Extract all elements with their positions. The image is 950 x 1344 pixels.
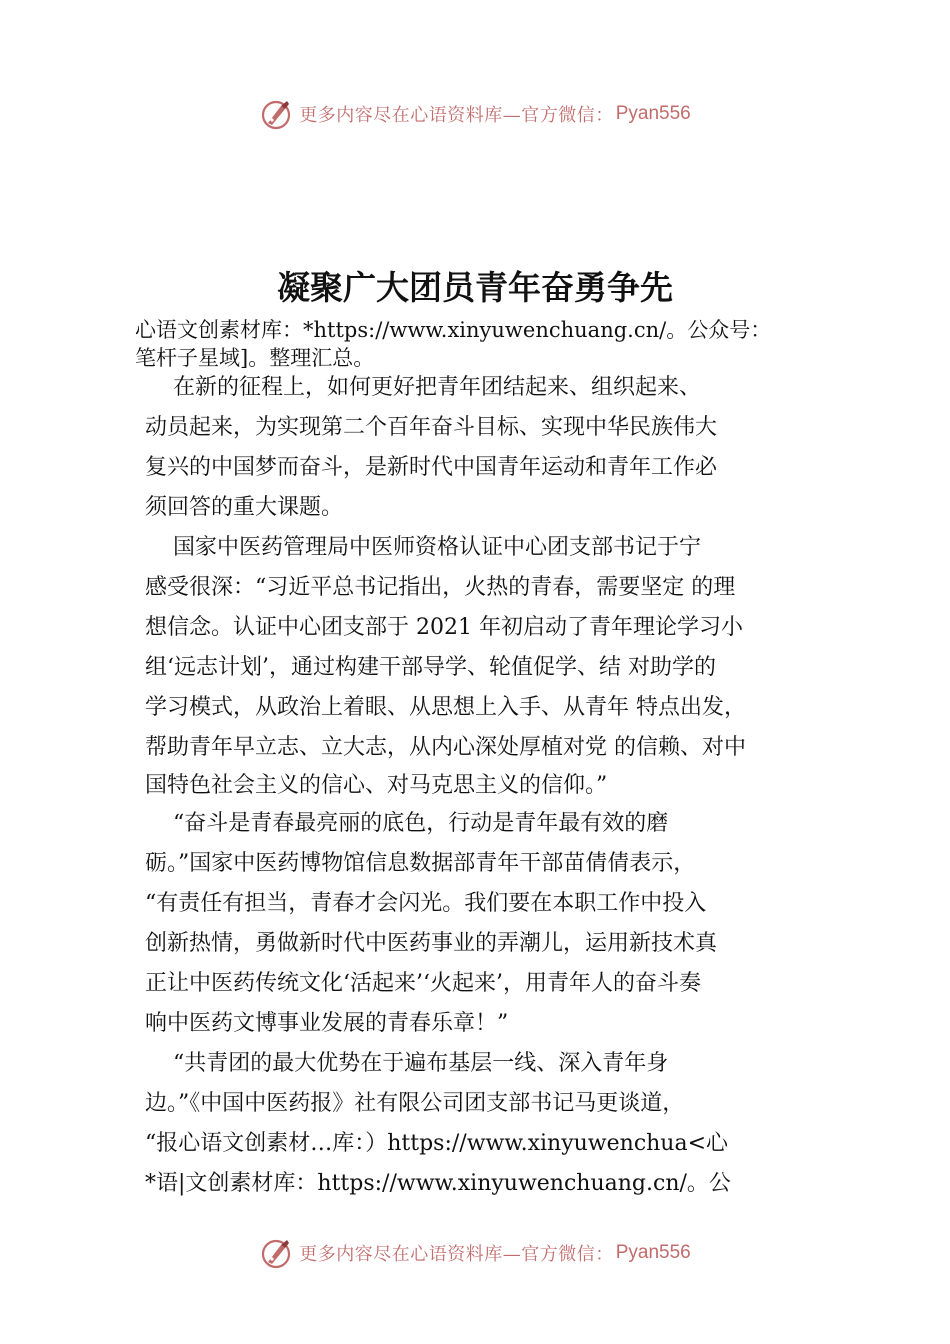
body-line: “有责任有担当，青春才会闪光。我们要在本职工作中投入 (145, 891, 707, 916)
header-banner (0, 94, 950, 134)
body-line: 砺。”国家中医药博物馆信息数据部青年干部苗倩倩表示， (145, 851, 696, 876)
banner-wechat-id: Pyan556 (615, 1242, 691, 1263)
body-line: 创新热情，勇做新时代中医药事业的弄潮儿，运用新技术真 (145, 931, 718, 956)
pen-nib-logo-icon (259, 1236, 293, 1270)
source-note (135, 316, 935, 372)
body-line: 组‘远志计划’，通过构建干部导学、轮值促学、结 对助学的 (145, 655, 716, 680)
body-line: “奋斗是青春最亮丽的底色，行动是青年最有效的磨 (145, 811, 669, 836)
banner-wechat-id: Pyan556 (615, 103, 691, 124)
body-line: 正让中医药传统文化‘活起来’‘火起来’，用青年人的奋斗奏 (145, 971, 701, 996)
page-title: 凝聚广大团员青年奋勇争先 (277, 268, 673, 307)
body-line: 学习模式，从政治上着眼、从思想上入手、从青年 特点出发， (145, 695, 746, 720)
body-line: 复兴的中国梦而奋斗，是新时代中国青年运动和青年工作必 (145, 455, 718, 480)
body-line: 边。”《中国中医药报》社有限公司团支部书记马更谈道， (145, 1091, 685, 1116)
body-line: *语|文创素材库：https://www.xinyuwenchuang.cn/。公 (145, 1171, 731, 1196)
body-line: 在新的征程上，如何更好把青年团结起来、组织起来、 (145, 375, 701, 400)
body-line: 国特色社会主义的信心、对马克思主义的信仰。” (145, 773, 608, 798)
body-line: 响中医药文博事业发展的青春乐章！” (145, 1011, 509, 1036)
body-line: 想信念。认证中心团支部于 2021 年初启动了青年理论学习小 (145, 615, 743, 640)
body-line: 国家中医药管理局中医师资格认证中心团支部书记于宁 (145, 535, 701, 560)
body-line: 须回答的重大课题。 (145, 495, 344, 520)
banner-text: 更多内容尽在心语资料库—官方微信： (299, 105, 614, 126)
body-line: 帮助青年早立志、立大志，从内心深处厚植对党 的信赖、对中 (145, 735, 746, 760)
banner-text: 更多内容尽在心语资料库—官方微信： (299, 1244, 614, 1265)
footer-banner (0, 1233, 950, 1273)
body-line: “报心语文创素材…库：）https://www.xinyuwenchua<心 (145, 1131, 729, 1156)
source-line: 笔杆子星域]。整理汇总。 (135, 346, 375, 370)
pen-nib-logo-icon (259, 97, 293, 131)
source-line: 心语文创素材库：*https://www.xinyuwenchuang.cn/。公众号： (135, 318, 772, 342)
body-line: “共青团的最大优势在于遍布基层一线、深入青年身 (145, 1051, 669, 1076)
body-line: 感受很深：“习近平总书记指出，火热的青春，需要坚定 的理 (145, 575, 736, 600)
body-line: 动员起来，为实现第二个百年奋斗目标、实现中华民族伟大 (145, 415, 718, 440)
